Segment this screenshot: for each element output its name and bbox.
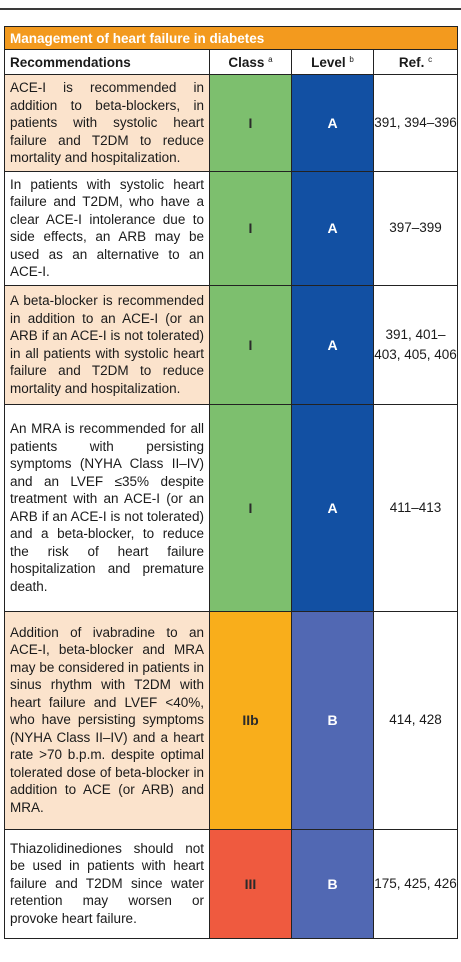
table-row [5, 75, 458, 172]
ref-cell: 411–413 [374, 404, 458, 611]
class-cell: I [210, 404, 292, 611]
header-class: Class $^a$ [210, 50, 292, 75]
header-level: Level $^b$ [292, 50, 374, 75]
ref-cell: 414, 428 [374, 611, 458, 829]
recommendation-text: In patients with systolic heart failure and T2DM, who have a clear ACE-I intolerance due to side effects, an ARB may be used as an alternative to an ACE-I. [5, 171, 210, 285]
ref-cell: 391, 401–403, 405, 406 [374, 285, 458, 404]
recommendations-table [4, 26, 458, 939]
recommendation-text: An MRA is recommended for all patients with persisting symptoms (NYHA Class II–IV) and an LVEF ≤35% despite treatment with an ACE-I (or an ARB if an ACE-I is not tolerated) and a beta-blocker, to reduce the risk of heart failure hospitalization and premature death. [5, 404, 210, 611]
ref-cell: 397–399 [374, 171, 458, 285]
header-recommendations: Recommendations [5, 50, 210, 75]
class-cell: IIb [210, 611, 292, 829]
level-cell: B [292, 611, 374, 829]
ref-cell: 175, 425, 426 [374, 829, 458, 938]
class-cell: I [210, 171, 292, 285]
table-row [5, 285, 458, 404]
recommendations-table-wrapper [4, 26, 457, 939]
header-row [5, 50, 458, 75]
level-cell: A [292, 171, 374, 285]
level-cell: B [292, 829, 374, 938]
ref-cell: 391, 394–396 [374, 75, 458, 172]
class-cell: I [210, 75, 292, 172]
level-cell: A [292, 285, 374, 404]
table-row [5, 171, 458, 285]
table-title: Management of heart failure in diabetes [5, 27, 458, 50]
recommendation-text: Thiazolidinediones should not be used in patients with heart failure and T2DM since water retention may worsen or provoke heart failure. [5, 829, 210, 938]
table-row [5, 611, 458, 829]
recommendation-text: Addition of ivabradine to an ACE-I, beta-blocker and MRA may be considered in patients in sinus rhythm with T2DM with heart failure and LVEF <40%, who have persisting symptoms (NYHA Class II–IV) and a heart rate >70 b.p.m. despite optimal tolerated dose of beta-blocker in addition to ACE (or ARB) and MRA. [5, 611, 210, 829]
table-row [5, 829, 458, 938]
top-rule [0, 8, 461, 10]
level-cell: A [292, 75, 374, 172]
recommendation-text: A beta-blocker is recommended in addition to an ACE-I (or an ARB if an ACE-I is not tolerated) in all patients with systolic heart failure and T2DM to reduce mortality and hospitalization. [5, 285, 210, 404]
class-cell: I [210, 285, 292, 404]
table-row [5, 404, 458, 611]
recommendation-text: ACE-I is recommended in addition to beta-blockers, in patients with systolic heart failure and T2DM to reduce mortality and hospitalization. [5, 75, 210, 172]
header-ref: Ref. $^c$ [374, 50, 458, 75]
level-cell: A [292, 404, 374, 611]
class-cell: III [210, 829, 292, 938]
